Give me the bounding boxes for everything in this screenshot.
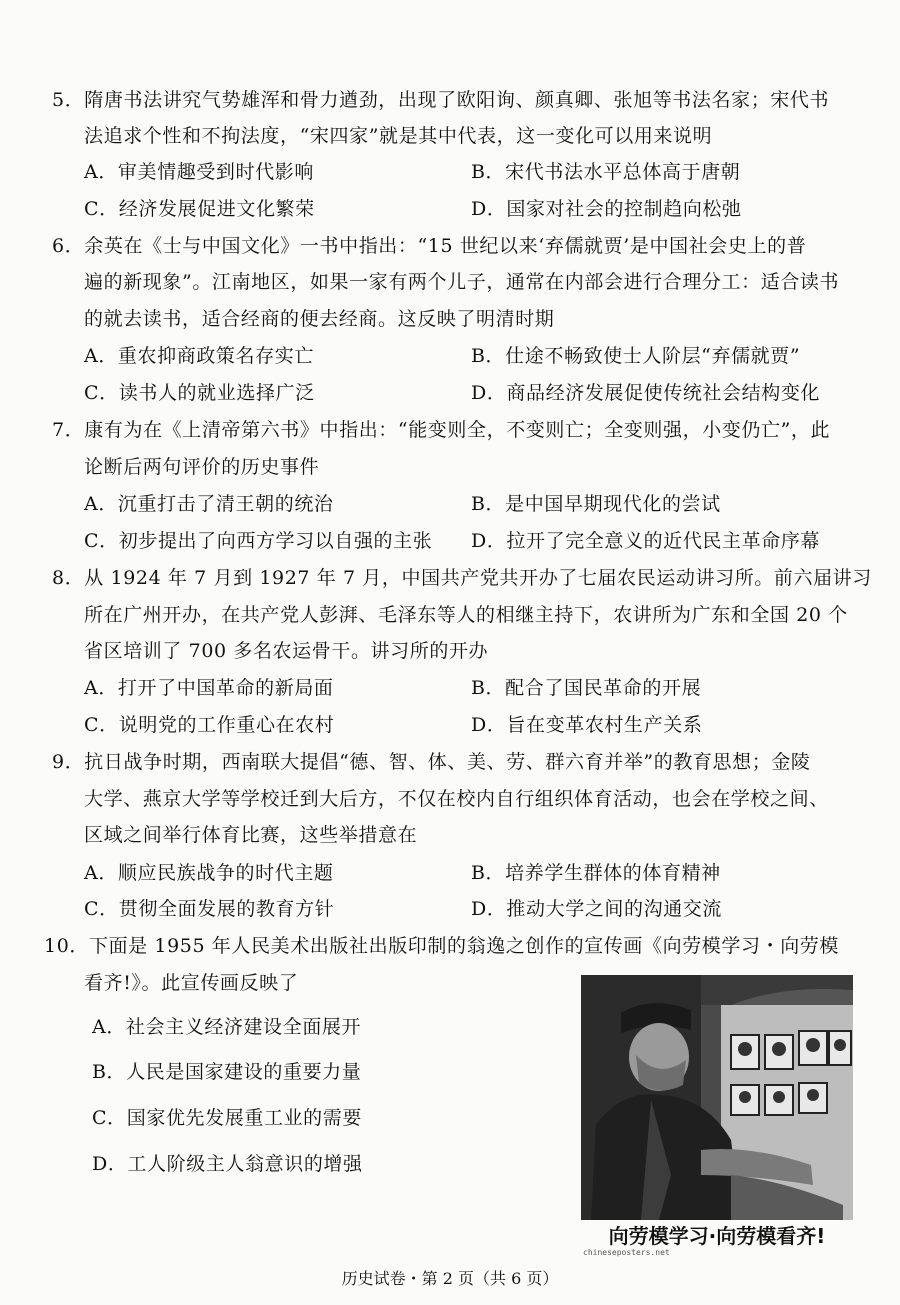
q8-option-d: D．旨在变革农村生产关系 xyxy=(471,714,703,736)
q8-stem-line3: 省区培训了 700 多名农运骨干。讲习所的开办 xyxy=(84,640,489,662)
q9-option-a: A．顺应民族战争的时代主题 xyxy=(84,862,334,884)
q7-stem-line1: 7．康有为在《上清帝第六书》中指出：“能变则全，不变则亡；全变则强，小变仍亡”，此 xyxy=(52,419,831,441)
q6-stem-line1: 6．余英在《士与中国文化》一书中指出：“15 世纪以来‘弃儒就贾’是中国社会史上的普 xyxy=(52,235,807,257)
q5-option-a: A．审美情趣受到时代影响 xyxy=(84,161,314,183)
q8-stem-line2: 所在广州开办，在共产党人彭湃、毛泽东等人的相继主持下，农讲所为广东和全国 20 个 xyxy=(84,604,848,626)
q5-option-c: C．经济发展促进文化繁荣 xyxy=(84,198,315,220)
q9-stem-line2: 大学、燕京大学等学校迁到大后方，不仅在校内自行组织体育活动，也会在学校之间、 xyxy=(84,788,829,810)
q9-option-b: B．培养学生群体的体育精神 xyxy=(471,862,721,884)
q8-option-b: B．配合了国民革命的开展 xyxy=(471,677,702,699)
q8-option-a: A．打开了中国革命的新局面 xyxy=(84,677,334,699)
q9-stem-line1: 9．抗日战争时期，西南联大提倡“德、智、体、美、劳、群六育并举”的教育思想；金陵 xyxy=(52,751,811,773)
q7-stem-line2: 论断后两句评价的历史事件 xyxy=(84,456,320,478)
q10-option-d: D．工人阶级主人翁意识的增强 xyxy=(92,1153,363,1175)
q7-option-b: B．是中国早期现代化的尝试 xyxy=(471,493,721,515)
q8-stem-line1: 8．从 1924 年 7 月到 1927 年 7 月，中国共产党共开办了七届农民运动讲习所。前六届讲习 xyxy=(52,567,872,589)
q7-option-c: C．初步提出了向西方学习以自强的主张 xyxy=(84,530,433,552)
poster-credit: chineseposters.net xyxy=(583,1248,670,1257)
q8-option-c: C．说明党的工作重心在农村 xyxy=(84,714,335,736)
q9-stem-line3: 区域之间举行体育比赛，这些举措意在 xyxy=(84,824,418,846)
q5-stem-line1: 5．隋唐书法讲究气势雄浑和骨力遒劲，出现了欧阳询、颜真卿、张旭等书法名家；宋代书 xyxy=(52,89,830,111)
q5-option-b: B．宋代书法水平总体高于唐朝 xyxy=(471,161,741,183)
page-footer: 历史试卷・第 2 页（共 6 页） xyxy=(341,1269,559,1288)
q10-option-c: C．国家优先发展重工业的需要 xyxy=(92,1107,362,1129)
q5-option-d: D．国家对社会的控制趋向松弛 xyxy=(471,198,742,220)
q9-option-c: C．贯彻全面发展的教育方针 xyxy=(84,898,335,920)
q6-stem-line3: 的就去读书，适合经商的便去经商。这反映了明清时期 xyxy=(84,308,555,330)
q10-option-b: B．人民是国家建设的重要力量 xyxy=(92,1061,362,1083)
q10-option-a: A．社会主义经济建设全面展开 xyxy=(92,1016,362,1038)
q5-stem-line2: 法追求个性和不拘法度，“宋四家”就是其中代表，这一变化可以用来说明 xyxy=(84,125,713,147)
poster-caption: 向劳模学习·向劳模看齐! xyxy=(608,1224,826,1248)
q6-option-a: A．重农抑商政策名存实亡 xyxy=(84,345,314,367)
q6-stem-line2: 遍的新现象”。江南地区，如果一家有两个儿子，通常在内部会进行合理分工：适合读书 xyxy=(84,271,840,293)
q7-option-d: D．拉开了完全意义的近代民主革命序幕 xyxy=(471,530,821,552)
q9-option-d: D．推动大学之间的沟通交流 xyxy=(471,898,723,920)
q10-stem-line1: 10．下面是 1955 年人民美术出版社出版印制的翁逸之创作的宣传画《向劳模学习・向劳模 xyxy=(44,935,840,957)
q6-option-c: C．读书人的就业选择广泛 xyxy=(84,382,315,404)
q6-option-b: B．仕途不畅致使士人阶层“弃儒就贾” xyxy=(471,345,801,367)
q6-option-d: D．商品经济发展促使传统社会结构变化 xyxy=(471,382,821,404)
q7-option-a: A．沉重打击了清王朝的统治 xyxy=(84,493,334,515)
q10-stem-line2: 看齐!》。此宣传画反映了 xyxy=(84,972,299,994)
